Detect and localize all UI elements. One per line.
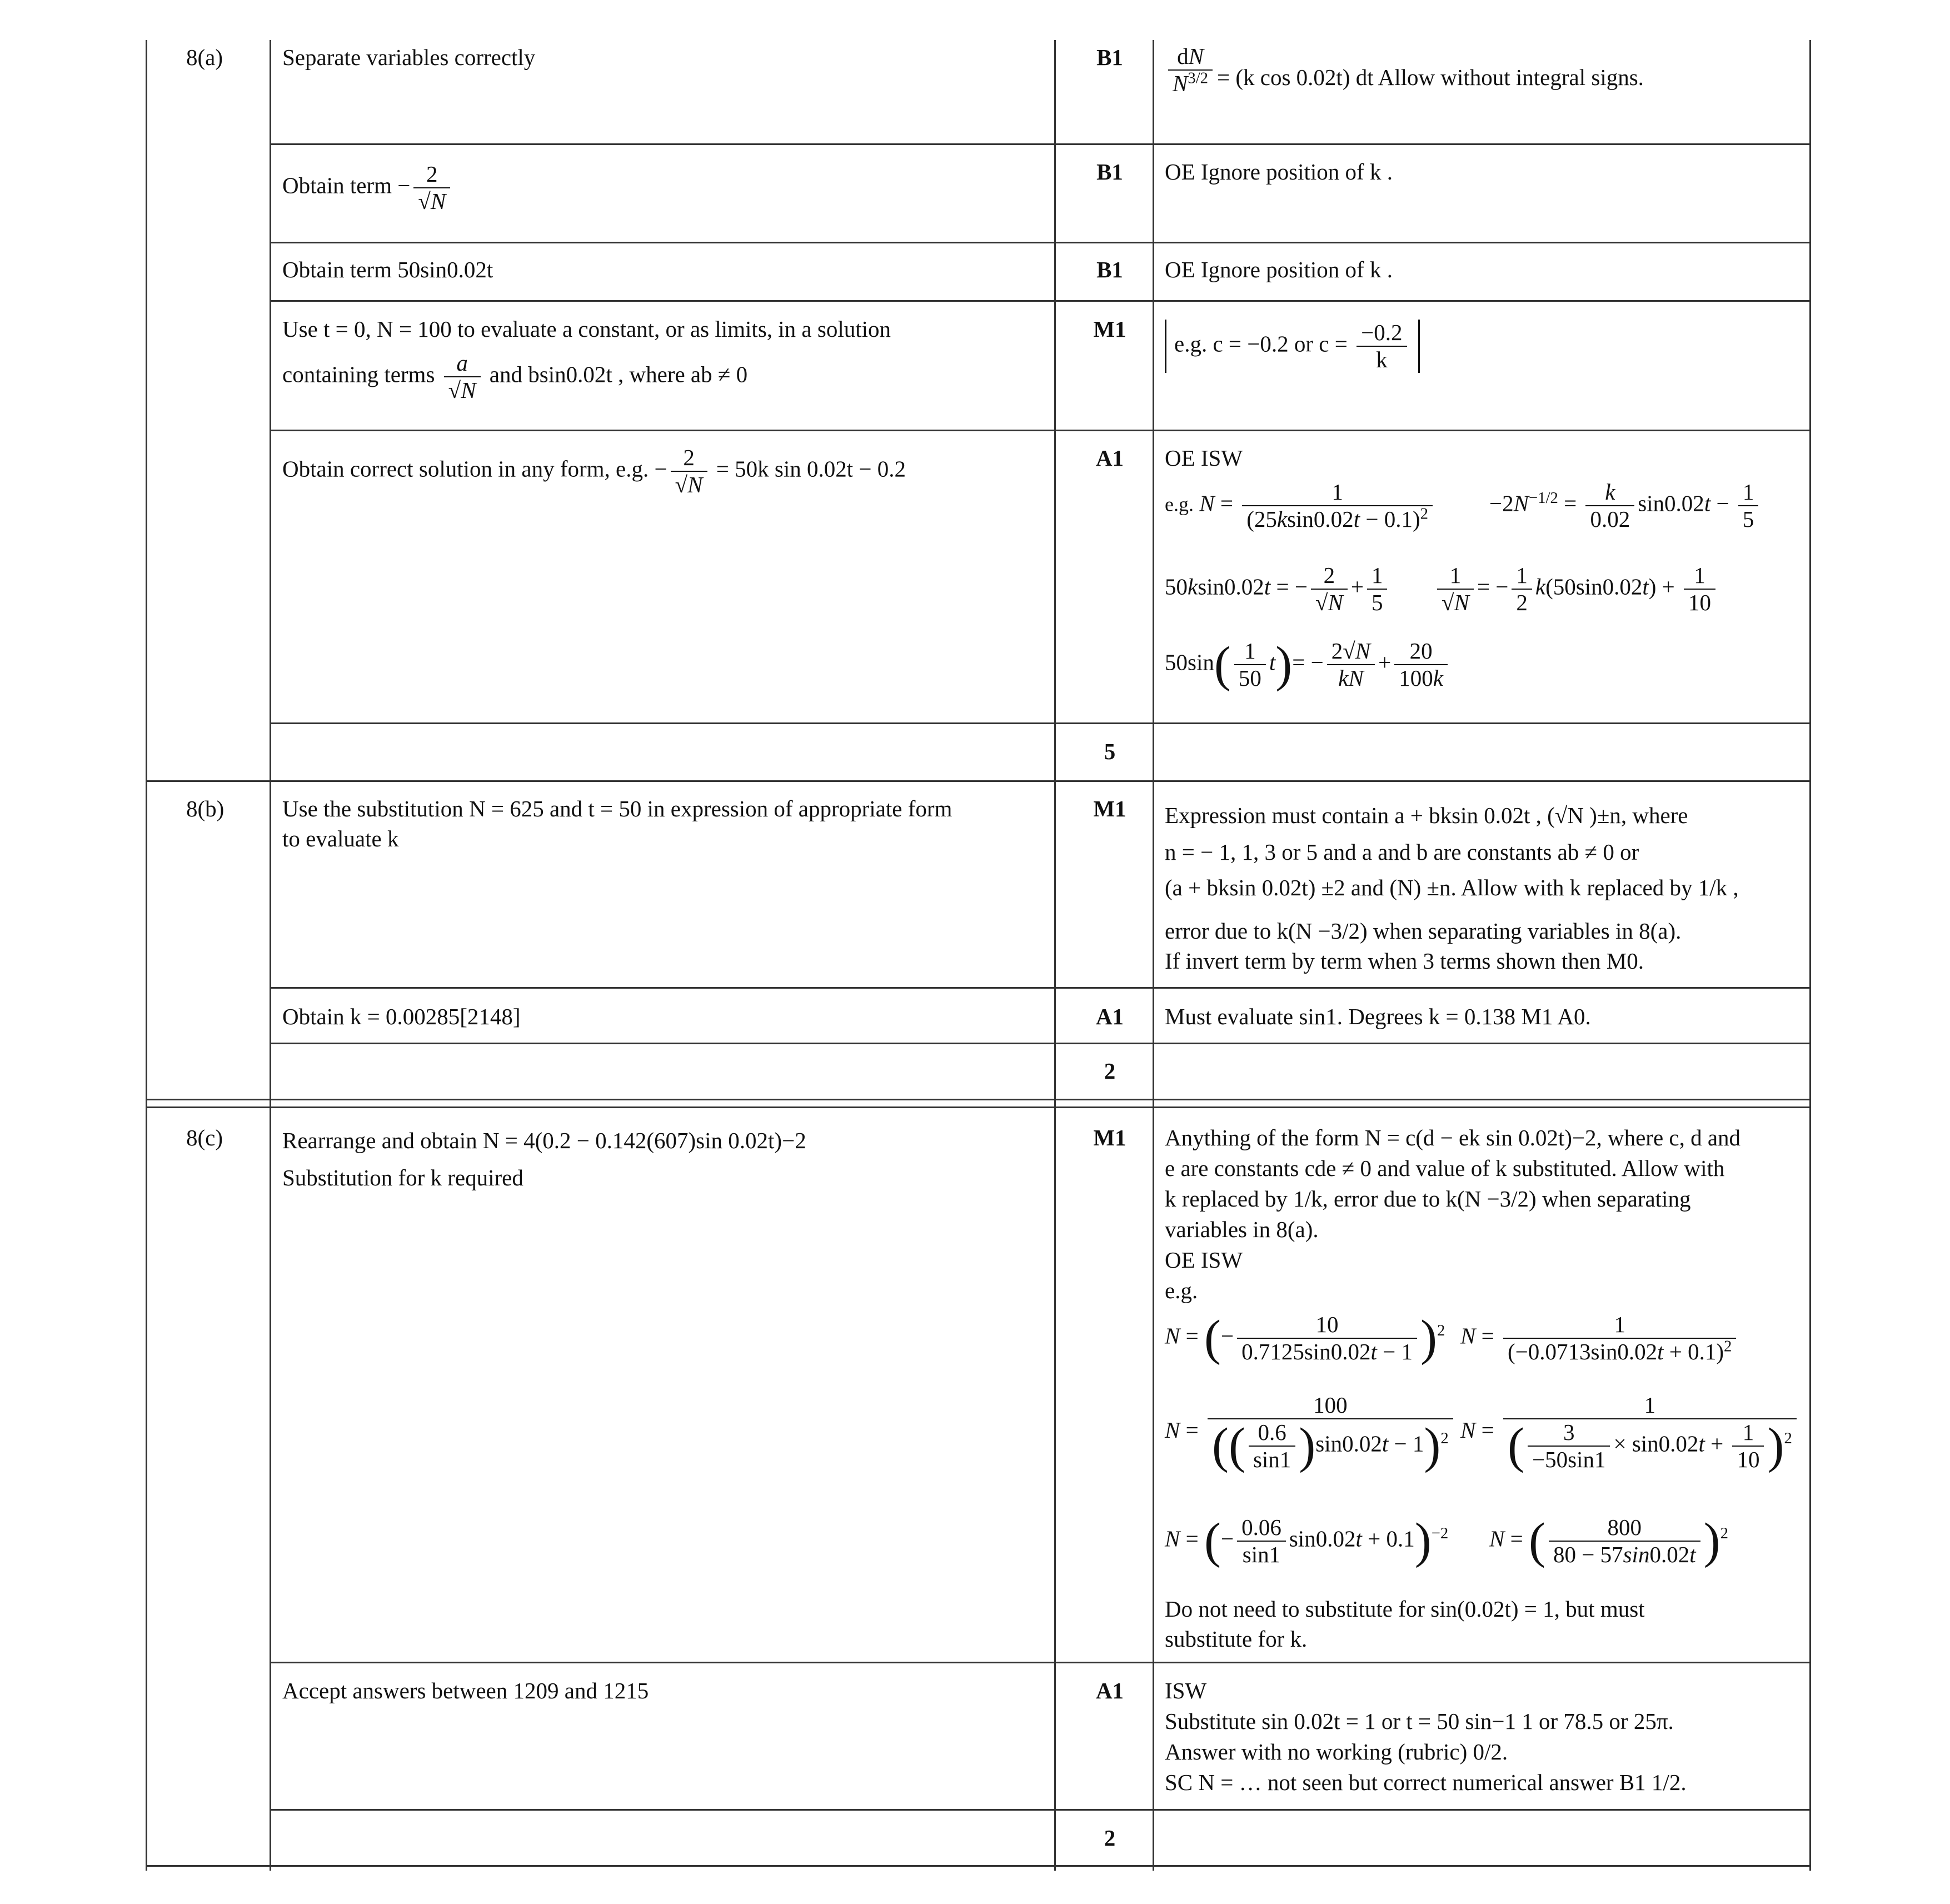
guidance-text: substitute for k. <box>1165 1626 1308 1652</box>
answer-fragment: and bsin0.02t , where ab ≠ 0 <box>489 361 748 387</box>
guidance-math: N = (− $\frac{10}{0.7125\sin 0.02t - 1}$ )$^2$ <box>1165 1310 1445 1366</box>
answer-text: Separate variables correctly <box>282 44 536 70</box>
guidance-math: N = ( $\frac{800}{80 - 57\sin 0.02t}$ )$^2$ <box>1489 1513 1728 1569</box>
guidance-text: OE ISW <box>1165 445 1243 471</box>
guidance-math <box>1165 320 1420 373</box>
guidance-text: n = − 1, 1, 3 or 5 and a and b are constants ab ≠ 0 or <box>1165 839 1639 865</box>
mark-code: A1 <box>1095 1678 1124 1703</box>
guidance-math: $-2N^{-1/2}$ = $\frac{k}{0.02}$ sin0.02t − $\frac{1}{5}$ <box>1489 479 1762 532</box>
guidance-math: $\frac{1}{√N}$ = − $\frac{1}{2}$ k(50sin0.02t) + $\frac{1}{10}$ <box>1434 562 1719 616</box>
guidance-math: 50sin( $\frac{1}{50}$ t)= − $\frac{2√N}{kN}$ + $\frac{20}{100k}$ <box>1165 638 1451 691</box>
row-divider <box>270 300 1811 302</box>
answer-text: Obtain term − $\frac{2}{√N}$ <box>282 161 453 215</box>
answer-text: Accept answers between 1209 and 1215 <box>282 1678 649 1703</box>
guidance-text: = (k cos 0.02t) dt Allow without integral signs. <box>1217 64 1644 90</box>
column-divider-marks <box>1054 40 1056 1871</box>
guidance-math: e.g. N = $\frac{1}{(25ksin0.02t - 0.1)^2}$ <box>1165 479 1436 532</box>
row-divider <box>270 242 1811 243</box>
table-border-left <box>146 40 147 1871</box>
answer-prefix: Obtain term <box>282 172 392 198</box>
guidance-math: N = 100 (( $\frac{0.6}{\sin 1}$ )sin0.02t − 1)$^2$ <box>1165 1392 1457 1473</box>
guidance-text: variables in 8(a). <box>1165 1217 1319 1242</box>
guidance-text: e.g. <box>1165 1278 1198 1303</box>
mark-total: 5 <box>1104 739 1116 764</box>
guidance-text: ISW <box>1165 1678 1207 1703</box>
guidance-math: N = $\frac{1}{(-0.0713\sin 0.02t + 0.1)^2}$ <box>1460 1312 1739 1365</box>
fraction-numerator: −0.2 <box>1356 320 1407 347</box>
mark-code: A1 <box>1095 1004 1124 1029</box>
answer-text: Obtain k = 0.00285[2148] <box>282 1004 521 1029</box>
mark-total: 2 <box>1104 1058 1116 1084</box>
table-border-bottom <box>146 1865 1811 1867</box>
question-label: 8(b) <box>186 796 225 821</box>
mark-code: A1 <box>1095 445 1124 471</box>
answer-text: Substitution for k required <box>282 1165 523 1190</box>
guidance-text: OE Ignore position of k . <box>1165 159 1393 185</box>
answer-text: Obtain correct solution in any form, e.g. − $\frac{2}{√N}$ = 50k sin 0.02t − 0.2 <box>282 445 906 498</box>
guidance-math: N = (− $\frac{0.06}{\sin 1}$ sin0.02t + 0.1)$^{-2}$ <box>1165 1513 1449 1569</box>
fraction-denominator: k <box>1376 347 1388 373</box>
mark-code: M1 <box>1093 796 1126 821</box>
row-divider <box>270 1809 1811 1811</box>
guidance-text: k replaced by 1/k, error due to k(N −3/2) when separating <box>1165 1186 1691 1212</box>
guidance-text: Substitute sin 0.02t = 1 or t = 50 sin−1 1 or 78.5 or 25π. <box>1165 1708 1674 1734</box>
row-divider <box>270 143 1811 145</box>
row-divider <box>146 1106 1811 1108</box>
guidance-text: OE Ignore position of k . <box>1165 257 1393 282</box>
answer-fragment: = 50k sin 0.02t − 0.2 <box>710 456 906 482</box>
mark-total: 2 <box>1104 1825 1116 1851</box>
answer-text: Obtain term 50sin0.02t <box>282 257 493 282</box>
guidance-text: Must evaluate sin1. Degrees k = 0.138 M1 A0. <box>1165 1004 1591 1029</box>
row-divider <box>270 722 1811 724</box>
answer-fragment: Obtain correct solution in any form, e.g. − <box>282 456 667 482</box>
guidance-math: N = 1 ( $\frac{3}{-50\sin 1}$ × sin0.02t + $\frac{1}{10}$ )$^2$ <box>1460 1392 1800 1473</box>
row-divider <box>146 1099 1811 1100</box>
guidance-text: If invert term by term when 3 terms shown then M0. <box>1165 948 1644 974</box>
guidance-math: $\frac{dN}{N^{3/2}}$ <box>1165 43 1216 97</box>
mark-code: B1 <box>1096 44 1123 70</box>
guidance-text: error due to k(N −3/2) when separating variables in 8(a). <box>1165 918 1682 944</box>
answer-text: to evaluate k <box>282 826 399 851</box>
row-divider <box>270 987 1811 989</box>
row-divider <box>270 1043 1811 1044</box>
guidance-text: Anything of the form N = c(d − ek sin 0.02t)−2, where c, d and <box>1165 1125 1741 1150</box>
answer-fragment: containing terms <box>282 361 435 387</box>
guidance-text: e are constants cde ≠ 0 and value of k substituted. Allow with <box>1165 1155 1725 1181</box>
answer-text: Use the substitution N = 625 and t = 50 in expression of appropriate form <box>282 796 952 821</box>
column-divider-answer <box>270 40 271 1871</box>
mark-code: B1 <box>1096 159 1123 185</box>
row-divider <box>270 1662 1811 1663</box>
mark-code: M1 <box>1093 316 1126 342</box>
guidance-text: Answer with no working (rubric) 0/2. <box>1165 1739 1508 1765</box>
guidance-text: Do not need to substitute for sin(0.02t) = 1, but must <box>1165 1596 1645 1622</box>
guidance-text: (a + bksin 0.02t) ±2 and (N) ±n. Allow with k replaced by 1/k , <box>1165 875 1739 900</box>
guidance-text: SC N = … not seen but correct numerical answer B1 1/2. <box>1165 1770 1687 1795</box>
answer-text: Rearrange and obtain N = 4(0.2 − 0.142(607)sin 0.02t)−2 <box>282 1128 806 1153</box>
row-divider <box>270 430 1811 431</box>
table-border-right <box>1809 40 1811 1871</box>
answer-text: containing terms $\frac{a}{√N}$ and bsin0.02t , where ab ≠ 0 <box>282 350 748 403</box>
mark-code: M1 <box>1093 1125 1126 1150</box>
mark-code: B1 <box>1096 257 1123 282</box>
answer-text: Use t = 0, N = 100 to evaluate a constant, or as limits, in a solution <box>282 316 891 342</box>
guidance-text: Expression must contain a + bksin 0.02t , (√N )±n, where <box>1165 803 1688 828</box>
question-label: 8(a) <box>186 44 223 70</box>
row-divider <box>146 780 1811 782</box>
guidance-text: OE ISW <box>1165 1247 1243 1273</box>
question-label: 8(c) <box>186 1125 223 1150</box>
guidance-fragment: e.g. c = −0.2 or c = <box>1174 331 1348 357</box>
guidance-math: 50ksin0.02t = − $\frac{2}{√N}$ + $\frac{1}{5}$ <box>1165 562 1390 616</box>
